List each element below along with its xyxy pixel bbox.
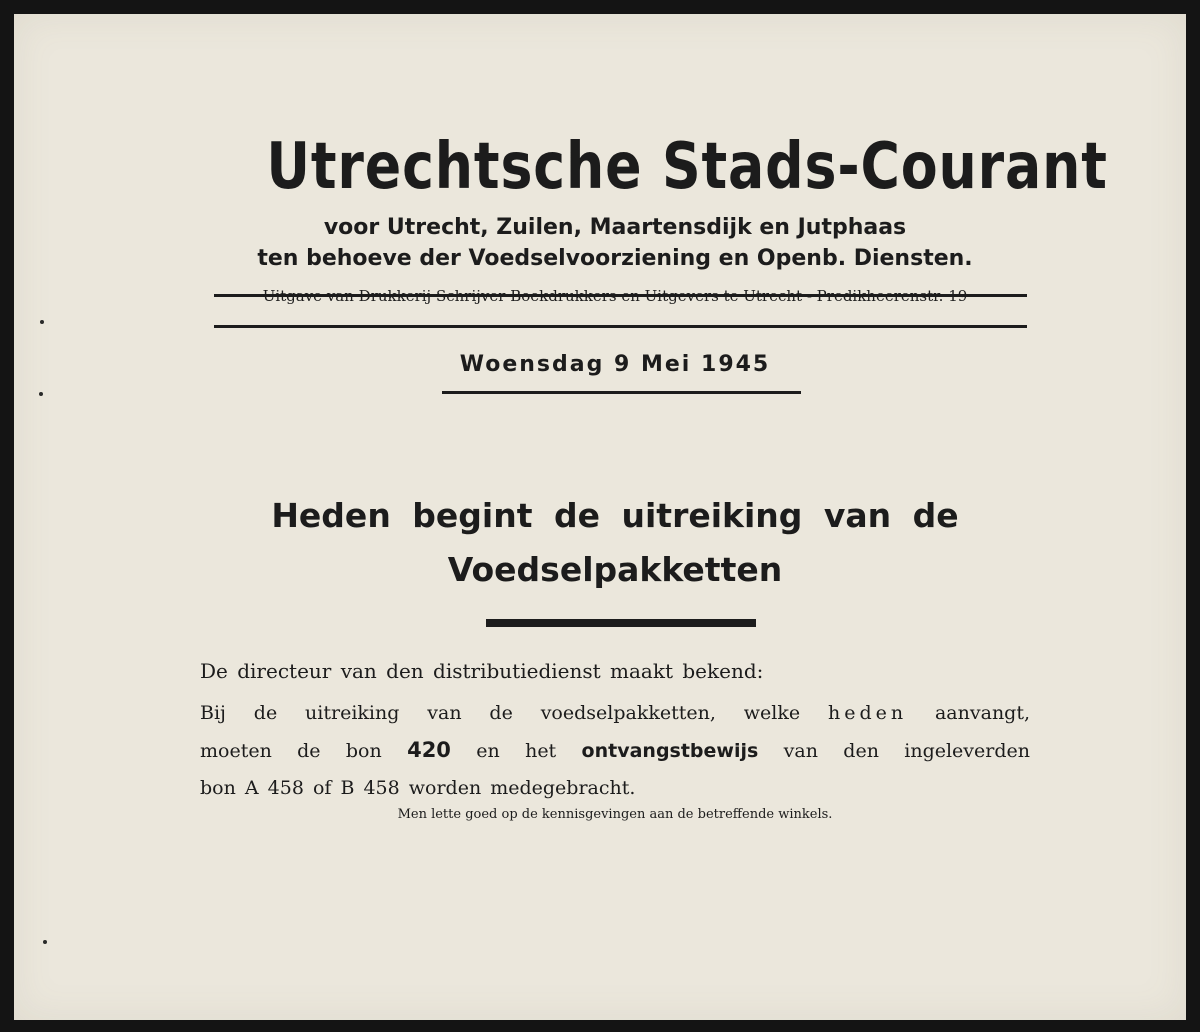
paragraph-line-2 [200,732,1030,770]
date-underline [442,391,801,394]
masthead-subtitle-regions: voor Utrecht, Zuilen, Maartensdijk en Jutphaas [323,215,907,240]
paragraph-line-3: bon A 458 of B 458 worden medegebracht. [200,777,636,799]
masthead-title: Utrechtsche Stads-Courant [266,130,1108,204]
paragraph-line-1 [200,695,1030,732]
headline-line-2: Voedselpakketten [447,550,783,589]
paper-speck [40,320,44,324]
masthead-subtitle-purpose: ten behoeve der Voedselvoorziening en Openb. Diensten. [257,246,973,271]
masthead-bottom-rule [214,325,1027,328]
paragraph-line-1-end: aanvangt, [934,702,1031,724]
bon-number: 420 [407,738,451,762]
receipt-term: ontvangstbewijs [581,740,759,762]
issue-date: Woensdag 9 Mei 1945 [459,352,771,377]
paper-speck [39,392,43,396]
headline-underline [486,619,756,627]
paragraph-line-1-start: Bij de uitreiking van de voedselpakketten, welke [200,702,801,724]
paragraph-line-2-start: moeten de bon [200,740,382,762]
paper-speck [43,940,47,944]
emphasis-heden: heden [827,702,908,724]
announcement-intro: De directeur van den distributiedienst maakt bekend: [200,659,764,683]
paragraph-line-2-end: van den ingeleverden [783,740,1031,762]
headline-line-1: Heden begint de uitreiking van de [271,496,959,535]
publisher-line: Uitgave van Drukkerij Schrijver Boekdrukkers en Uitgevers te Utrecht - Predikheerenstr. 19 [262,287,968,305]
footnote: Men lette goed op de kennisgevingen aan de betreffende winkels. [397,807,833,822]
announcement-paragraph [200,695,1030,807]
paragraph-line-2-mid: en het [476,740,557,762]
